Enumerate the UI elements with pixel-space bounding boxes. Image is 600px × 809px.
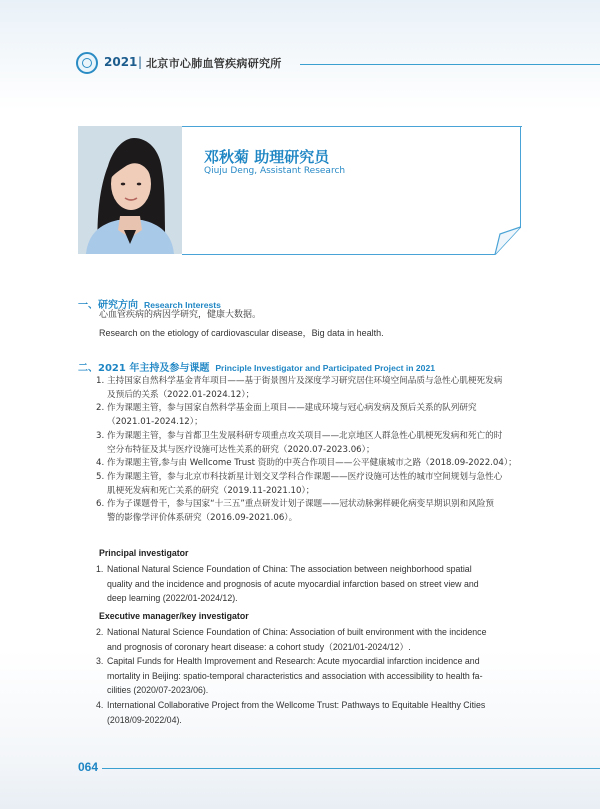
profile-name-cn: 邓秋菊 助理研究员 <box>204 148 330 166</box>
page-number: 064 <box>78 760 99 774</box>
list-item: 2. 作为课题主管，参与国家自然科学基金面上项目——建成环境与冠心病发病及预后关系的队列研究 （2021.01-2024.12）； <box>96 403 477 428</box>
section-title-en: Research Interests <box>144 300 221 310</box>
card-border-bottom <box>182 254 495 255</box>
list-item: 3. Capital Funds for Health Improvement and Research: Acute myocardial infarction incidence and mortality in Beijing: spatio-temporal characteristics and association with accessibility to health fa- cilities (2020/07-2023/06). <box>96 656 483 696</box>
footer-rule <box>102 768 600 769</box>
executive-manager-heading: Executive manager/key investigator <box>99 611 249 621</box>
list-item: 6. 作为子课题骨干，参与国家“十三五”重点研发计划子课题——冠状动脉粥样硬化病变早期识别和风险预 警的影像学评价体系研究（2016.09-2021.06）。 <box>96 499 495 524</box>
card-border-right <box>520 126 521 228</box>
list-item: 2. National Natural Science Foundation of China: Association of built environment with the incidence and prognosis of coronary heart disease: a cohort study（2021/01-2024/12）. <box>96 627 487 652</box>
list-item: 1. 主持国家自然科学基金青年项目——基于街景图片及深度学习研究居住环境空间品质与急性心肌梗死发病 及预后的关系（2022.01-2024.12）； <box>96 376 503 400</box>
pi-projects-list <box>96 562 536 606</box>
header-institution: 北京市心肺血管疾病研究所 <box>146 57 282 70</box>
list-item: 5. 作为课题主管，参与北京市科技新星计划交叉学科合作课题——医疗设施可达性的城市空间规划与急性心 肌梗死发病和死亡关系的研究（2019.11-2021.10）； <box>96 471 503 496</box>
list-item: 1. National Natural Science Foundation of China: The association between neighborhood spatial quality and the incidence and prognosis of acute myocardial infarction based on street view and deep learning (2022/01-2024/12). <box>96 564 479 604</box>
header-separator: | <box>138 55 143 69</box>
projects-list-cn <box>96 375 536 526</box>
profile-photo <box>78 126 182 254</box>
institute-logo-icon <box>76 52 98 74</box>
card-border-top <box>182 126 522 127</box>
research-interests-en: Research on the etiology of cardiovascular disease，Big data in health. <box>99 328 384 338</box>
card-corner-fold <box>492 226 522 256</box>
profile-name-en: Qiuju Deng, Assistant Research <box>204 166 346 176</box>
page-header <box>76 52 600 78</box>
principal-investigator-heading: Principal investigator <box>99 548 189 558</box>
section-title-cn: 二、2021 年主持及参与课题 <box>78 363 210 374</box>
list-item: 4. International Collaborative Project from the Wellcome Trust: Pathways to Equitable Healthy Cities (2018/09-2022/04). <box>96 699 486 725</box>
em-projects-list <box>96 625 536 727</box>
section-title-en: Principle Investigator and Participated Project in 2021 <box>215 363 436 373</box>
header-rule <box>300 64 600 65</box>
list-item: 3. 作为课题主管，参与首都卫生发展科研专项重点攻关项目——北京地区人群急性心肌梗死发病和死亡的时 空分布特征及其与医疗设施可达性关系的研究（2020.07-2023.06）； <box>96 430 503 455</box>
section-projects-title <box>78 359 435 374</box>
section-title-cn: 一、研究方向 <box>78 300 138 311</box>
header-year: 2021 <box>104 55 138 69</box>
research-interests-cn: 心血管疾病的病因学研究，健康大数据。 <box>99 310 262 320</box>
list-item: 4. 作为课题主管,参与由 Wellcome Trust 资助的中英合作项目——公平健康城市之路（2018.09-2022.04）； <box>96 458 517 469</box>
